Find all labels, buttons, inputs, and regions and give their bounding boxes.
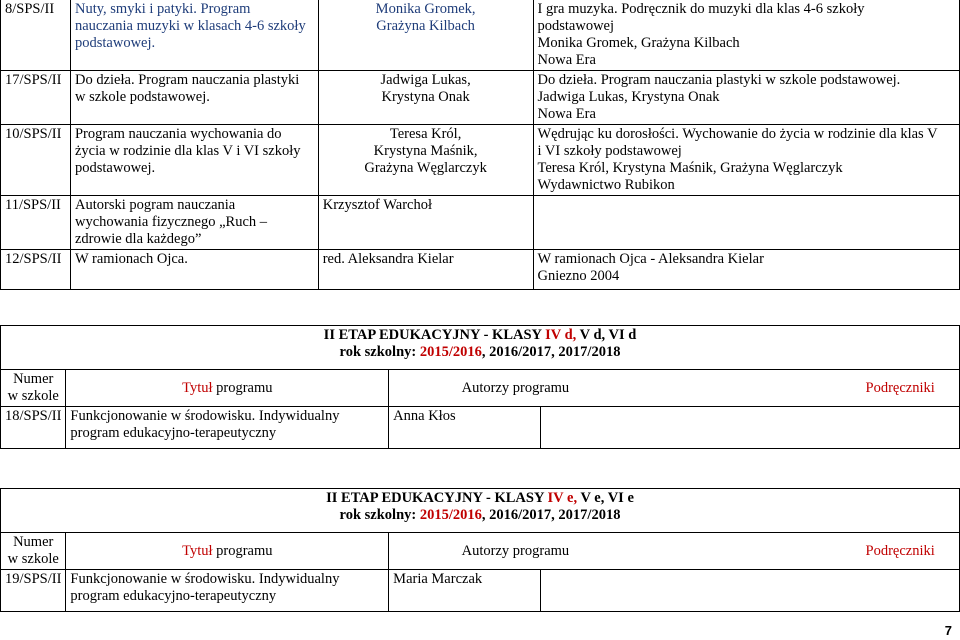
school-years: rok szkolny: 2015/2016, 2016/2017, 2017/2018	[339, 507, 621, 523]
textbook-info: Do dzieła. Program nauczania plastyki w szkole podstawowej. Jadwiga Lukas, Krystyna Onak Nowa Era	[533, 71, 960, 125]
program-title: Program nauczania wychowania do życia w rodzinie dla klas V i VI szkoły podstawowej.	[70, 125, 318, 196]
column-header-number: Numer w szkole	[1, 370, 66, 407]
program-authors: Jadwiga Lukas, Krystyna Onak	[318, 71, 533, 125]
column-header-authors: Autorzy programu	[461, 542, 570, 559]
stage-heading	[1, 489, 960, 533]
column-header-authors: Autorzy programu	[461, 379, 570, 396]
school-years: rok szkolny: 2015/2016, 2016/2017, 2017/2018	[339, 344, 621, 360]
program-table-class-e	[0, 488, 960, 612]
column-header-title: Tytuł programu	[66, 370, 389, 407]
textbook-info: W ramionach Ojca - Aleksandra Kielar Gniezno 2004	[533, 250, 960, 290]
table-row	[1, 71, 960, 125]
table-row	[1, 196, 960, 250]
program-authors: Monika Gromek, Grażyna Kilbach	[318, 0, 533, 71]
program-authors: Anna Kłos	[389, 407, 541, 449]
column-header-row	[1, 370, 960, 407]
table-row	[1, 125, 960, 196]
program-title: W ramionach Ojca.	[70, 250, 318, 290]
program-title: Autorski pogram nauczania wychowania fizycznego „Ruch – zdrowie dla każdego”	[70, 196, 318, 250]
program-number: 8/SPS/II	[1, 0, 71, 71]
program-title: Nuty, smyki i patyki. Program nauczania muzyki w klasach 4-6 szkoły podstawowej.	[70, 0, 318, 71]
program-title: Do dzieła. Program nauczania plastyki w szkole podstawowej.	[70, 71, 318, 125]
table-row	[1, 250, 960, 290]
page-number: 7	[944, 623, 952, 638]
program-table-grades-4-6	[0, 0, 960, 290]
textbook-info: Wędrując ku dorosłości. Wychowanie do życia w rodzinie dla klas V i VI szkoły podstawowej Teresa Król, Krystyna Maśnik, Grażyna Węglarczyk Wydawnictwo Rubikon	[533, 125, 960, 196]
program-number: 11/SPS/II	[1, 196, 71, 250]
program-title: Funkcjonowanie w środowisku. Indywidualny program edukacyjno-terapeutyczny	[66, 570, 389, 612]
table-row	[1, 407, 960, 449]
column-header-authors-books	[389, 533, 960, 570]
textbook-info	[540, 407, 959, 449]
program-authors: red. Aleksandra Kielar	[318, 250, 533, 290]
program-table-class-d	[0, 325, 960, 449]
stage-heading	[1, 326, 960, 370]
program-authors: Krzysztof Warchoł	[318, 196, 533, 250]
program-number: 17/SPS/II	[1, 71, 71, 125]
textbook-info: I gra muzyka. Podręcznik do muzyki dla klas 4-6 szkoły podstawowej Monika Gromek, Grażyna Kilbach Nowa Era	[533, 0, 960, 71]
table-row	[1, 570, 960, 612]
stage-title: II ETAP EDUKACYJNY - KLASY IV d, V d, VI d	[323, 327, 637, 343]
program-number: 12/SPS/II	[1, 250, 71, 290]
column-header-title: Tytuł programu	[66, 533, 389, 570]
program-authors: Teresa Król, Krystyna Maśnik, Grażyna Węglarczyk	[318, 125, 533, 196]
textbook-info	[533, 196, 960, 250]
column-header-row	[1, 533, 960, 570]
column-header-books: Podręczniki	[865, 379, 935, 396]
table-row	[1, 0, 960, 71]
column-header-books: Podręczniki	[865, 542, 935, 559]
program-number: 19/SPS/II	[1, 570, 66, 612]
column-header-number: Numer w szkole	[1, 533, 66, 570]
program-number: 10/SPS/II	[1, 125, 71, 196]
stage-title: II ETAP EDUKACYJNY - KLASY IV e, V e, VI e	[326, 490, 634, 506]
program-title: Funkcjonowanie w środowisku. Indywidualny program edukacyjno-terapeutyczny	[66, 407, 389, 449]
program-authors: Maria Marczak	[389, 570, 541, 612]
column-header-authors-books	[389, 370, 960, 407]
program-number: 18/SPS/II	[1, 407, 66, 449]
textbook-info	[540, 570, 959, 612]
